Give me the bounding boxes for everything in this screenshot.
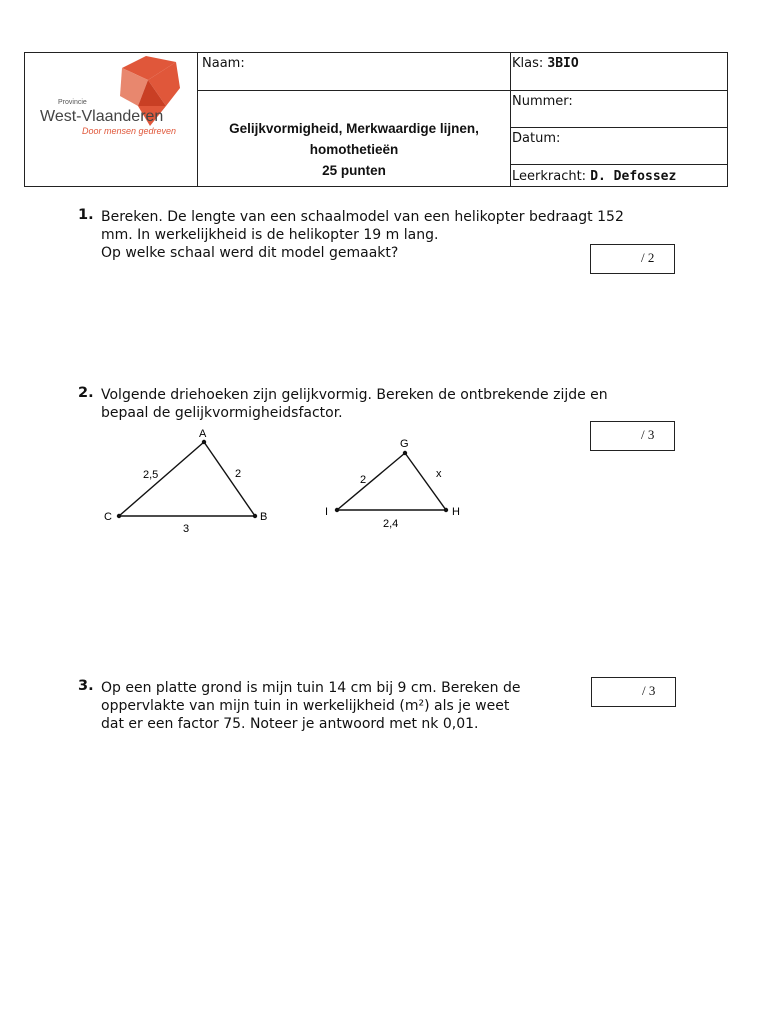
question-3-score-box bbox=[591, 677, 676, 707]
side-ig-label: 2 bbox=[360, 474, 367, 486]
question-1-number: 1. bbox=[78, 207, 94, 223]
question-2-line: Volgende driehoeken zijn gelijkvormig. Bereken de ontbrekende zijde en bbox=[101, 387, 608, 403]
question-1-line: Bereken. De lengte van een schaalmodel van een helikopter bedraagt 152 bbox=[101, 209, 624, 225]
logo-tagline: Door mensen gedreven bbox=[82, 126, 177, 136]
vertex-a: A bbox=[199, 428, 207, 440]
question-3-text bbox=[101, 679, 520, 733]
logo-name: West-Vlaanderen bbox=[40, 108, 164, 125]
klas-value: 3BIO bbox=[547, 56, 579, 71]
side-gh-label: x bbox=[436, 468, 442, 480]
nummer-label: Nummer: bbox=[512, 94, 573, 109]
vertex-g: G bbox=[400, 438, 409, 450]
question-3-number: 3. bbox=[78, 678, 94, 694]
side-cb-label: 3 bbox=[183, 523, 190, 535]
side-ih-label: 2,4 bbox=[383, 518, 399, 530]
question-1-line: Op welke schaal werd dit model gemaakt? bbox=[101, 245, 399, 261]
klas-label: Klas: bbox=[512, 56, 544, 71]
question-1-line: mm. In werkelijkheid is de helikopter 19 m lang. bbox=[101, 227, 439, 243]
triangle-ghi bbox=[337, 453, 446, 510]
datum-label: Datum: bbox=[512, 131, 561, 146]
vertex-i: I bbox=[325, 506, 329, 518]
leerkracht-value: D. Defossez bbox=[590, 169, 677, 184]
leerkracht-label: Leerkracht: bbox=[512, 169, 587, 184]
title-line-2: homothetieën bbox=[309, 142, 399, 157]
side-ac-label: 2,5 bbox=[143, 469, 159, 481]
naam-label: Naam: bbox=[202, 56, 245, 71]
title-line-1: Gelijkvormigheid, Merkwaardige lijnen, bbox=[229, 121, 479, 136]
vertex-h: H bbox=[452, 506, 460, 518]
question-3-score: / 3 bbox=[642, 683, 656, 698]
question-3-line: Op een platte grond is mijn tuin 14 cm bij 9 cm. Bereken de bbox=[101, 680, 521, 696]
vertex-b: B bbox=[260, 511, 268, 523]
title-line-3: 25 punten bbox=[322, 163, 386, 178]
vertex-c: C bbox=[104, 511, 112, 523]
question-3-line: dat er een factor 75. Noteer je antwoord met nk 0,01. bbox=[101, 716, 479, 732]
question-2-line: bepaal de gelijkvormigheidsfactor. bbox=[101, 405, 343, 421]
question-1-score: / 2 bbox=[641, 250, 655, 265]
question-2-number: 2. bbox=[78, 385, 94, 401]
side-ab-label: 2 bbox=[235, 468, 242, 480]
logo-small-text: Provincie bbox=[58, 99, 87, 106]
question-3-line: oppervlakte van mijn tuin in werkelijkheid (m²) als je weet bbox=[101, 698, 510, 714]
question-2-score: / 3 bbox=[641, 427, 655, 442]
